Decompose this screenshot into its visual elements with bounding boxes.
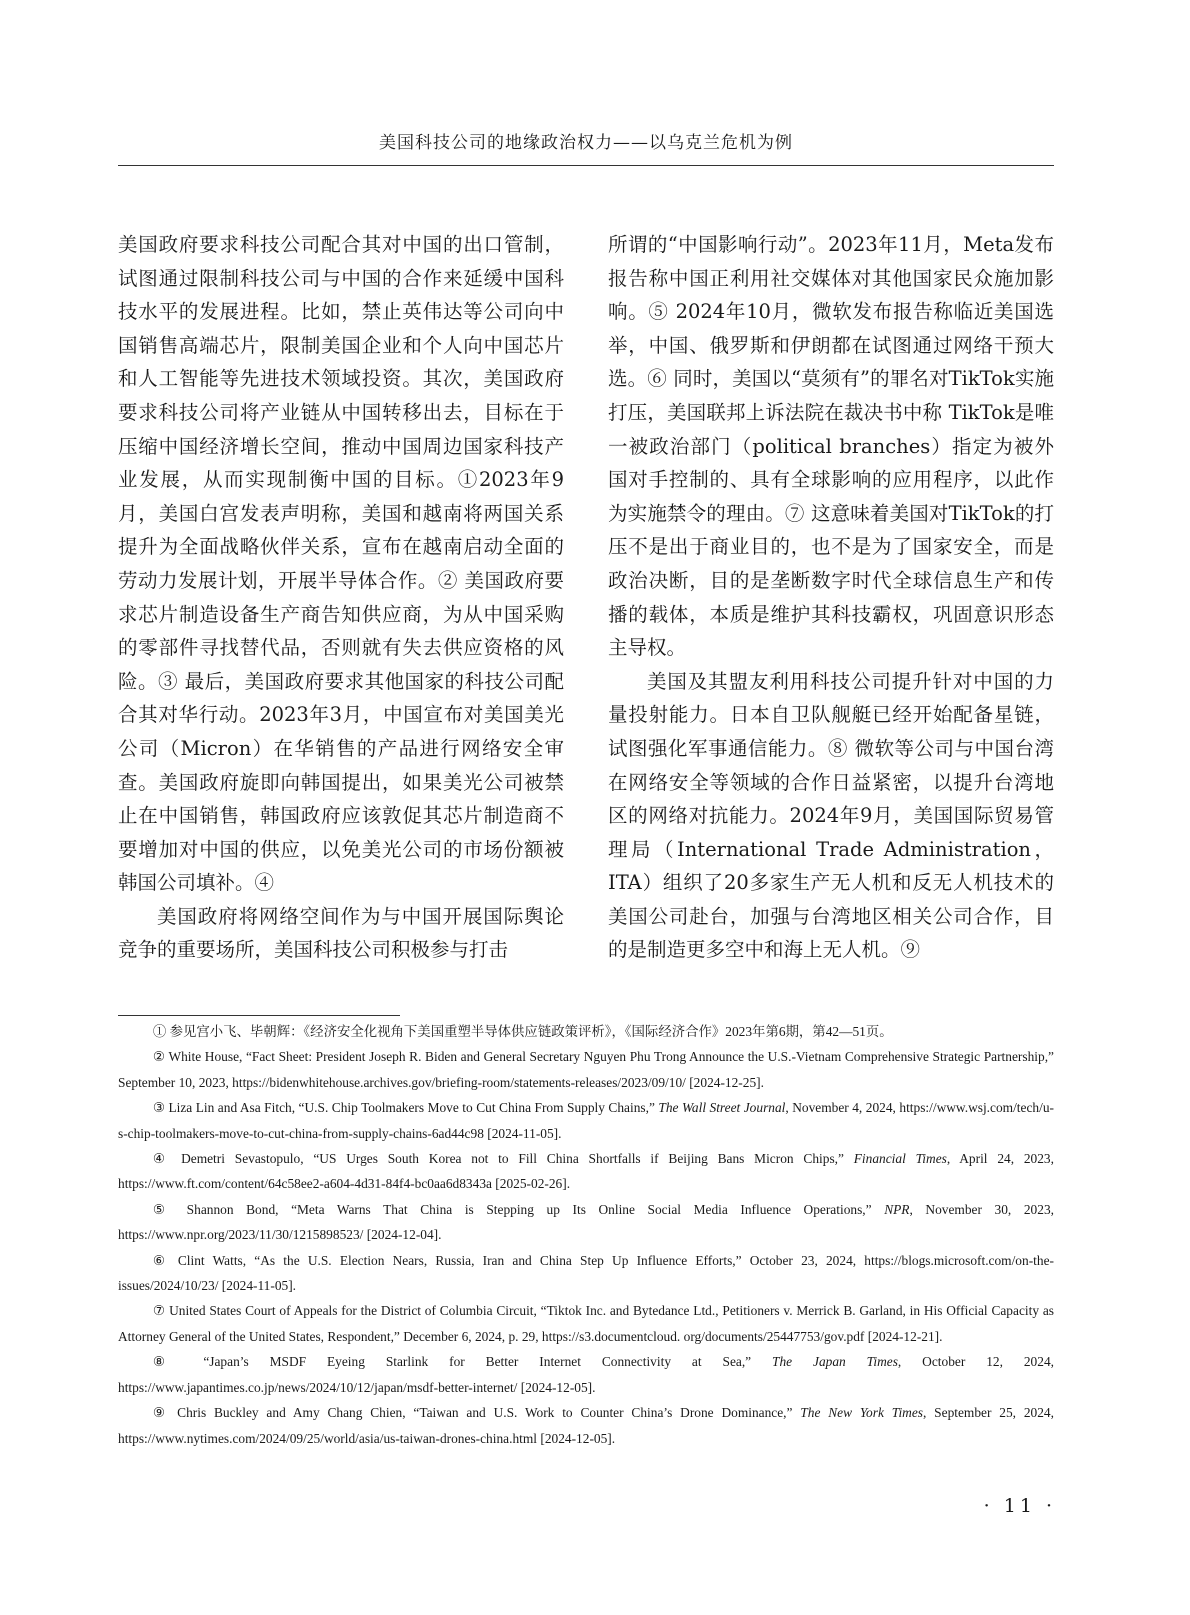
footnote-mark: ① [152,1024,167,1039]
footnote-rule [118,1015,400,1016]
right-column [608,228,1054,967]
footnote-mark: ⑤ [152,1201,175,1217]
footnote-8: ⑧ “Japan’s MSDF Eyeing Starlink for Better Internet Connectivity at Sea,” The Japan Times, October 12, 2024, https://www.japantimes.co.jp/news/2024/10/12/japan/msdf-better-internet/ [2024-12-05]. [118,1354,1054,1395]
footnote-mark: ⑧ [152,1354,183,1370]
footnote-3: ③ Liza Lin and Asa Fitch, “U.S. Chip Toolmakers Move to Cut China From Supply Chains,” The Wall Street Journal, November 4, 2024, https://www.wsj.com/tech/u-s-chip-toolmakers-move-to-cut-china-from-supply-chains-6ad44c98 [2024-11-05]. [118,1100,1054,1141]
left-column [118,228,564,967]
footnote-mark: ④ [152,1151,172,1167]
footnote-4: ④ Demetri Sevastopulo, “US Urges South Korea not to Fill China Shortfalls if Beijing Bans Micron Chips,” Financial Times, April 24, 2023, https://www.ft.com/content/64c58ee2-a604-4d31-84f4-bc0aa6d8343a [2025-02-26]. [118,1151,1054,1192]
footnote-6: ⑥ Clint Watts, “As the U.S. Election Nears, Russia, Iran and China Step Up Influence Efforts,” October 23, 2024, https://blogs.microsoft.com/on-the-issues/2024/10/23/ [2024-11-05]. [118,1252,1054,1294]
running-header: 美国科技公司的地缘政治权力——以乌克兰危机为例 [379,133,793,153]
footnote-5: ⑤ Shannon Bond, “Meta Warns That China is Stepping up Its Online Social Media Influence Operations,” NPR, November 30, 2023, https://www.npr.org/2023/11/30/1215898523/ [2024-12-04]. [118,1201,1054,1243]
right-paragraph-1: 所谓的“中国影响行动”。2023年11月，Meta发布报告称中国正利用社交媒体对其他国家民众施加影响。⑤ 2024年10月，微软发布报告称临近美国选举，中国、俄罗斯和伊朗都在试图通过网络干预大选。⑥ 同时，美国以“莫须有”的罪名对TikTok实施打压，美国联邦上诉法院在裁决书中称 TikTok是唯一被政治部门（political branches）指定为被外国对手控制的、具有全球影响的应用程序，以此作为实施禁令的理由。⑦ 这意味着美国对TikTok的打压不是出于商业目的，也不是为了国家安全，而是政治决断，目的是垄断数字时代全球信息生产和传播的载体，本质是维护其科技霸权，巩固意识形态主导权。 [608,233,1054,660]
footnote-mark: ③ [152,1100,165,1116]
page-number: · 11 · [983,1495,1056,1517]
footnote-mark: ⑦ [152,1303,166,1319]
header-rule [118,165,1054,166]
footnote-mark: ⑨ [152,1405,170,1421]
footnote-mark: ⑥ [152,1252,170,1268]
left-paragraph-1: 美国政府要求科技公司配合其对中国的出口管制，试图通过限制科技公司与中国的合作来延缓中国科技水平的发展进程。比如，禁止英伟达等公司向中国销售高端芯片，限制美国企业和个人向中国芯片和人工智能等先进技术领域投资。其次，美国政府要求科技公司将产业链从中国转移出去，目标在于压缩中国经济增长空间，推动中国周边国家科技产业发展，从而实现制衡中国的目标。①2023年9月，美国白宫发表声明称，美国和越南将两国关系提升为全面战略伙伴关系，宣布在越南启动全面的劳动力发展计划，开展半导体合作。② 美国政府要求芯片制造设备生产商告知供应商，为从中国采购的零部件寻找替代品，否则就有失去供应资格的风险。③ 最后，美国政府要求其他国家的科技公司配合其对华行动。2023年3月，中国宣布对美国美光公司（Micron）在华销售的产品进行网络安全审查。美国政府旋即向韩国提出，如果美光公司被禁止在中国销售，韩国政府应该敦促其芯片制造商不要增加对中国的供应，以免美光公司的市场份额被韩国公司填补。④ [118,233,564,895]
footnote-1: ① 参见宫小飞、毕朝辉：《经济安全化视角下美国重塑半导体供应链政策评析》，《国际经济合作》2023年第6期，第42—51页。 [152,1024,893,1039]
footnote-7: ⑦ United States Court of Appeals for the District of Columbia Circuit, “Tiktok Inc. and Bytedance Ltd., Petitioners v. Merrick B. Garland, in His Official Capacity as Attorney General of the United States, Respondent,” December 6, 2024, p. 29, https://s3.documentcloud. org/documents/25447753/gov.pdf [2024-12-21]. [118,1303,1054,1344]
left-paragraph-2: 美国政府将网络空间作为与中国开展国际舆论竞争的重要场所，美国科技公司积极参与打击 [118,904,564,962]
footnote-9: ⑨ Chris Buckley and Amy Chang Chien, “Taiwan and U.S. Work to Counter China’s Drone Dominance,” The New York Times, September 25, 2024, https://www.nytimes.com/2024/09/25/world/asia/us-taiwan-drones-china.html [2024-12-05]. [118,1405,1054,1446]
footnote-mark: ② [152,1049,166,1065]
footnote-2: ② White House, “Fact Sheet: President Joseph R. Biden and General Secretary Nguyen Phu Trong Announce the U.S.-Vietnam Comprehensive Strategic Partnership,” September 10, 2023, https://bidenwhitehouse.archives.gov/briefing-room/statements-releases/2023/09/10/ [2024-12-25]. [118,1049,1054,1090]
right-paragraph-2: 美国及其盟友利用科技公司提升针对中国的力量投射能力。日本自卫队舰艇已经开始配备星链，试图强化军事通信能力。⑧ 微软等公司与中国台湾在网络安全等领域的合作日益紧密，以提升台湾地区的网络对抗能力。2024年9月，美国国际贸易管理局（International Trade Administration，ITA）组织了20多家生产无人机和反无人机技术的美国公司赴台，加强与台湾地区相关公司合作，目的是制造更多空中和海上无人机。⑨ [608,669,1054,962]
footnotes [118,1019,1054,1451]
